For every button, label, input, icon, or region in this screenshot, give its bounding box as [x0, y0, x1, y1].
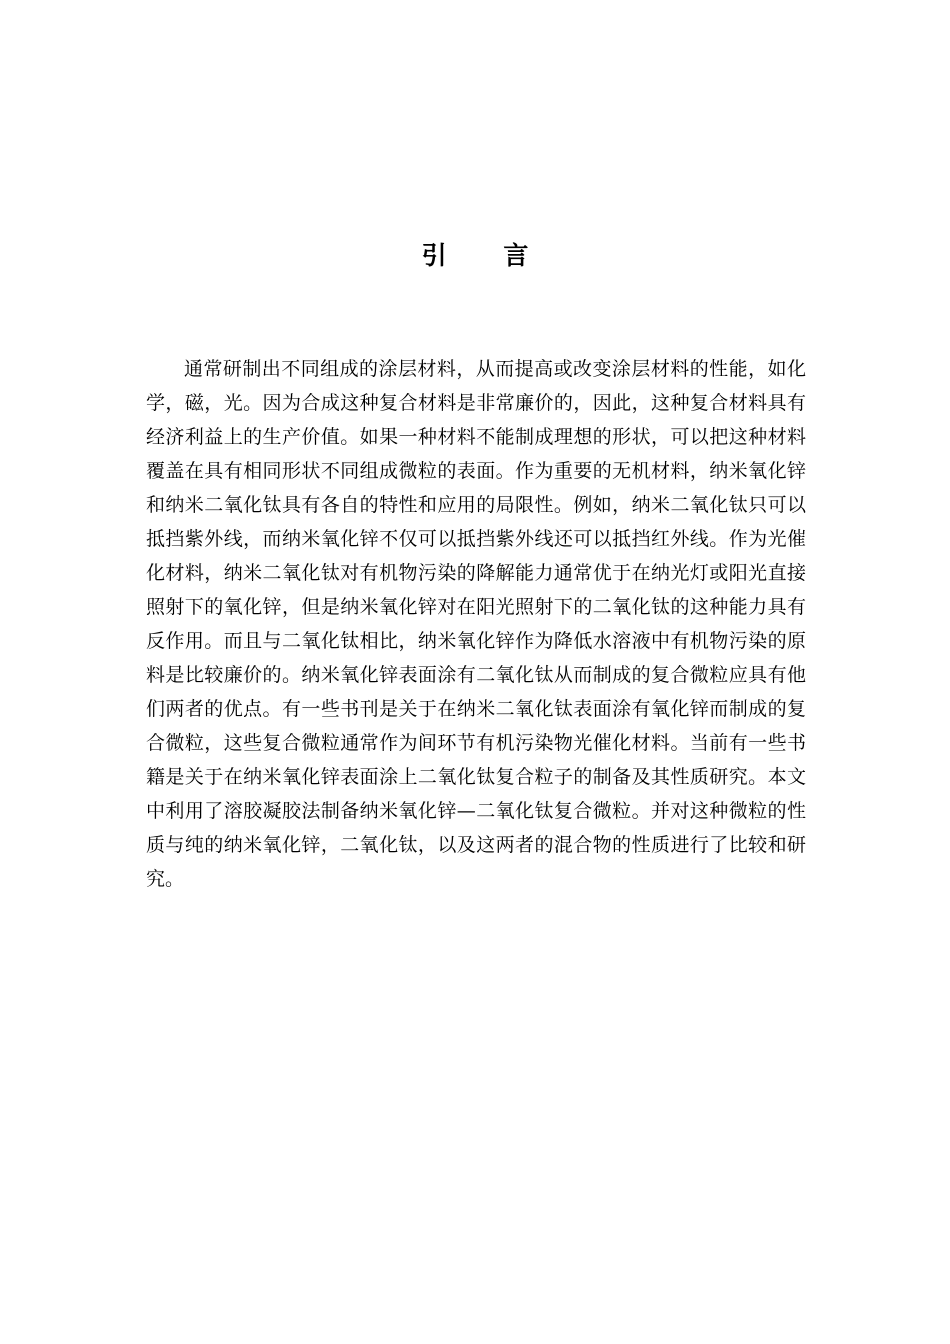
- intro-paragraph: 通常研制出不同组成的涂层材料，从而提高或改变涂层材料的性能，如化学，磁，光。因为合成这种复合材料是非常廉价的，因此，这种复合材料具有经济利益上的生产价值。如果一种材料不能制成理想的形状，可以把这种材料覆盖在具有相同形状不同组成微粒的表面。作为重要的无机材料，纳米氧化锌和纳米二氧化钛具有各自的特性和应用的局限性。例如，纳米二氧化钛只可以抵挡紫外线，而纳米氧化锌不仅可以抵挡紫外线还可以抵挡红外线。作为光催化材料，纳米二氧化钛对有机物污染的降解能力通常优于在纳光灯或阳光直接照射下的氧化锌，但是纳米氧化锌对在阳光照射下的二氧化钛的这种能力具有反作用。而且与二氧化钛相比，纳米氧化锌作为降低水溶液中有机物污染的原料是比较廉价的。纳米氧化锌表面涂有二氧化钛从而制成的复合微粒应具有他们两者的优点。有一些书刊是关于在纳米二氧化钛表面涂有氧化锌而制成的复合微粒，这些复合微粒通常作为间环节有机污染物光催化材料。当前有一些书籍是关于在纳米氧化锌表面涂上二氧化钛复合粒子的制备及其性质研究。本文中利用了溶胶凝胶法制备纳米氧化锌—二氧化钛复合微粒。并对这种微粒的性质与纯的纳米氧化锌，二氧化钛，以及这两者的混合物的性质进行了比较和研究。: [146, 358, 806, 890]
- section-title: 引 言: [421, 241, 553, 270]
